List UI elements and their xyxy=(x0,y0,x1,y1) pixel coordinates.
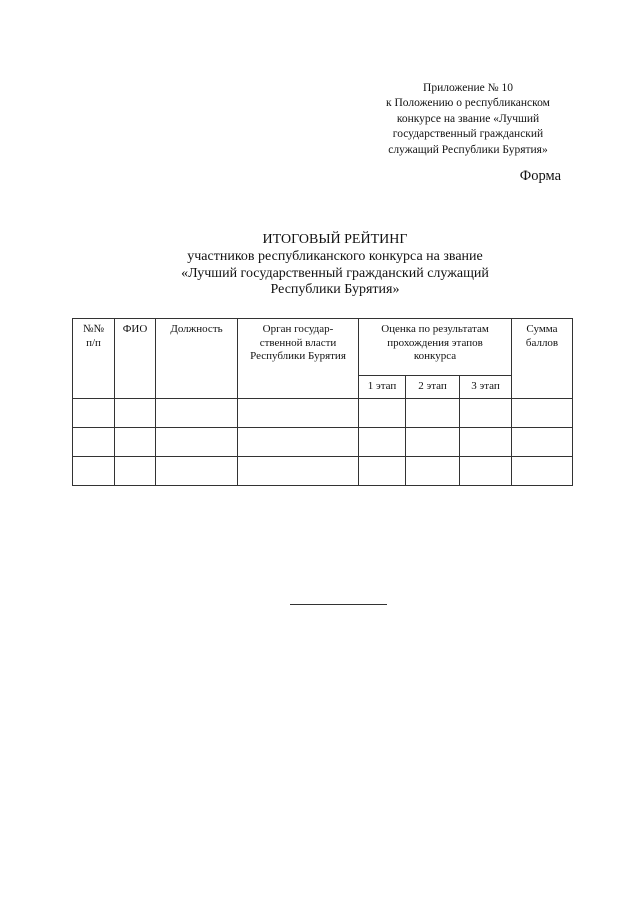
header-number xyxy=(73,319,115,399)
header-organ-line: Орган государ- xyxy=(262,323,334,335)
appendix-line: к Положению о республиканском xyxy=(386,97,550,110)
title-subtitle-line: «Лучший государственный гражданский служащий xyxy=(181,265,489,281)
title-heading: ИТОГОВЫЙ РЕЙТИНГ xyxy=(262,232,408,247)
table-cell xyxy=(359,428,406,457)
header-organ-line: Республики Бурятия xyxy=(250,350,346,362)
header-organ-line: ственной власти xyxy=(259,336,337,349)
table-row xyxy=(73,457,573,486)
rating-table xyxy=(72,318,573,486)
document-title xyxy=(0,232,640,299)
header-stage-2: 2 этап xyxy=(406,376,460,399)
table-cell xyxy=(238,457,359,486)
table-cell xyxy=(156,399,238,428)
table-cell xyxy=(115,457,156,486)
appendix-note xyxy=(356,81,580,158)
closing-divider-line xyxy=(290,604,387,605)
table-cell xyxy=(406,457,460,486)
appendix-line: конкурсе на звание «Лучший xyxy=(396,112,540,125)
table-cell xyxy=(359,457,406,486)
table-cell xyxy=(238,399,359,428)
header-stage-1: 1 этап xyxy=(359,376,406,399)
header-fio: ФИО xyxy=(115,319,156,399)
header-number-line: №№ xyxy=(83,323,104,335)
header-number-line: п/п xyxy=(86,336,101,349)
header-stage-3: 3 этап xyxy=(460,376,512,399)
header-position: Должность xyxy=(156,319,238,399)
table-cell xyxy=(115,399,156,428)
table-cell xyxy=(460,457,512,486)
table-cell xyxy=(406,428,460,457)
header-sum-line: Сумма xyxy=(526,323,558,335)
table-cell xyxy=(73,428,115,457)
header-evaluation-line: конкурса xyxy=(413,350,457,362)
table-cell xyxy=(156,428,238,457)
title-subtitle-line: участников республиканского конкурса на звание xyxy=(187,248,483,264)
table-cell xyxy=(115,428,156,457)
table-cell xyxy=(406,399,460,428)
table-cell xyxy=(512,428,573,457)
table-cell xyxy=(460,399,512,428)
header-sum-line: баллов xyxy=(525,336,559,349)
table-cell xyxy=(512,457,573,486)
table-cell xyxy=(73,399,115,428)
table-cell xyxy=(460,428,512,457)
table-cell xyxy=(512,399,573,428)
table-cell xyxy=(238,428,359,457)
header-evaluation xyxy=(359,319,512,376)
header-sum xyxy=(512,319,573,399)
table-cell xyxy=(359,399,406,428)
header-evaluation-line: прохождения этапов xyxy=(387,336,483,349)
appendix-line: государственный гражданский xyxy=(392,128,544,141)
table-row xyxy=(73,399,573,428)
table-cell xyxy=(156,457,238,486)
appendix-line: служащий Республики Бурятия» xyxy=(388,143,548,156)
header-evaluation-line: Оценка по результатам xyxy=(381,323,489,335)
appendix-line: Приложение № 10 xyxy=(423,82,513,94)
table-cell xyxy=(73,457,115,486)
table-row xyxy=(73,428,573,457)
form-label: Форма xyxy=(519,168,561,184)
title-subtitle-line: Республики Бурятия» xyxy=(270,282,400,298)
header-organ xyxy=(238,319,359,399)
